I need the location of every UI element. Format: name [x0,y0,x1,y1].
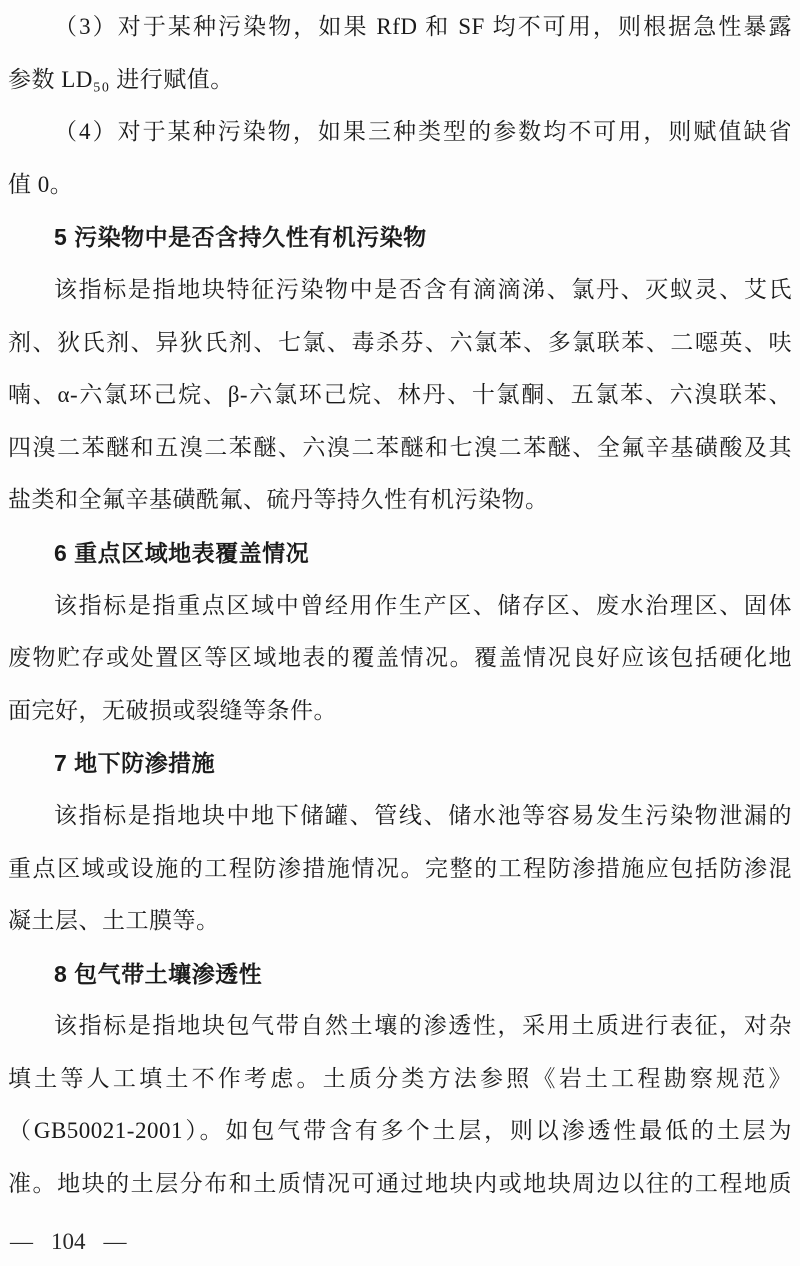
text-line: 填土等人工填土不作考虑。土质分类方法参照《岩土工程勘察规范》 [8,1065,792,1091]
footer-left-dash: — [10,1229,33,1254]
text-line: 四溴二苯醚和五溴二苯醚、六溴二苯醚和七溴二苯醚、全氟辛基磺酸及其 [8,434,792,460]
text-line: 面完好，无破损或裂缝等条件。 [8,697,337,723]
text-line: 凝土层、土工膜等。 [8,908,220,934]
text-line: 盐类和全氟辛基磺酰氟、硫丹等持久性有机污染物。 [8,487,549,513]
text-line: 该指标是指地块包气带自然土壤的渗透性，采用土质进行表征，对杂 [54,1013,792,1039]
text-line: 该指标是指地块特征污染物中是否含有滴滴涕、氯丹、灭蚁灵、艾氏 [54,276,792,302]
text-line: 喃、α-六氯环己烷、β-六氯环己烷、林丹、十氯酮、五氯苯、六溴联苯、 [8,382,792,408]
text-line: （3）对于某种污染物，如果 RfD 和 SF 均不可用，则根据急性暴露 [54,14,792,39]
text-line: 该指标是指地块中地下储罐、管线、储水池等容易发生污染物泄漏的 [54,802,792,828]
text-line: （4）对于某种污染物，如果三种类型的参数均不可用，则赋值缺省 [54,119,792,145]
text-line: 参数 LD₅₀ 进行赋值。 [8,66,234,92]
section-heading: 8 包气带土壤渗透性 [54,960,263,987]
text-line: 准。地块的土层分布和土质情况可通过地块内或地块周边以往的工程地质 [8,1171,792,1197]
page-number: 104 [51,1229,86,1254]
text-line: 废物贮存或处置区等区域地表的覆盖情况。覆盖情况良好应该包括硬化地 [8,645,792,671]
footer-right-dash: — [103,1229,127,1254]
text-line: 值 0。 [8,171,74,197]
section-heading: 7 地下防渗措施 [54,750,216,777]
text-line: 重点区域或设施的工程防渗措施情况。完整的工程防渗措施应包括防渗混 [8,855,792,881]
section-heading: 6 重点区域地表覆盖情况 [54,539,310,566]
text-line: 该指标是指重点区域中曾经用作生产区、储存区、废水治理区、固体 [54,592,792,618]
page-footer [10,1220,127,1264]
section-heading: 5 污染物中是否含持久性有机污染物 [54,224,427,251]
text-line: （GB50021-2001）。如包气带含有多个土层，则以渗透性最低的土层为 [8,1118,792,1144]
text-line: 剂、狄氏剂、异狄氏剂、七氯、毒杀芬、六氯苯、多氯联苯、二噁英、呋 [8,329,792,355]
